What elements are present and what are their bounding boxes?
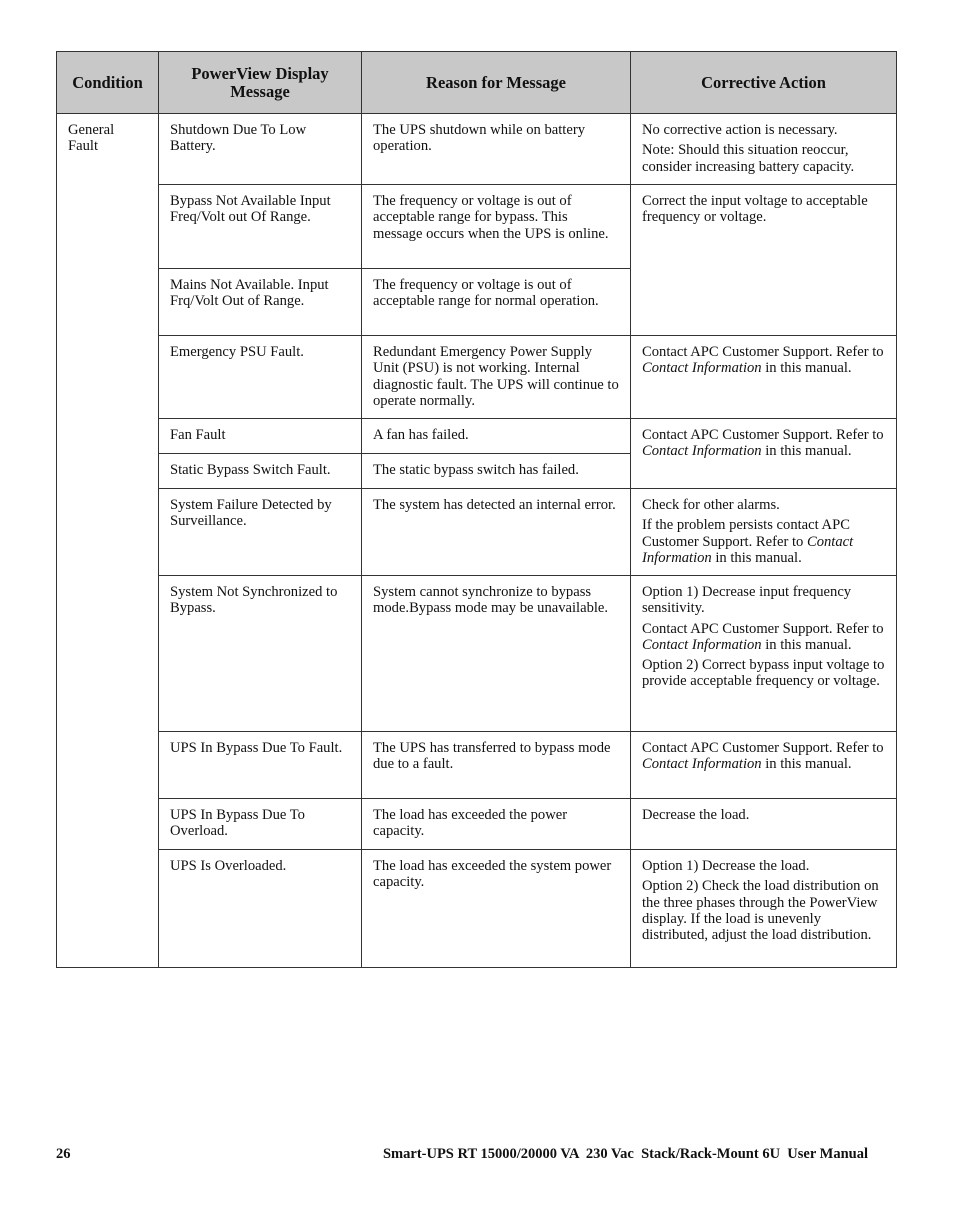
action-paragraph (642, 584, 885, 617)
header-condition: Condition (57, 52, 159, 114)
reason-cell: The static bypass switch has failed. (362, 454, 631, 489)
action-text: in this manual. (761, 756, 852, 773)
cross-reference-text: Contact Information (642, 636, 762, 653)
cross-reference-text: Contact Information (642, 360, 762, 377)
action-text: Option 1) Decrease the load. (642, 858, 810, 874)
reason-cell: The system has detected an internal error. (362, 489, 631, 576)
reason-cell: The UPS has transferred to bypass mode due to a fault. (362, 732, 631, 799)
header-powerview-display-message: PowerView Display Message (159, 52, 362, 114)
reason-cell: The frequency or voltage is out of acceptable range for normal operation. (362, 269, 631, 336)
table-row (57, 576, 897, 732)
action-text: Contact APC Customer Support. Refer to (642, 740, 884, 756)
action-text: If the problem persists contact APC Customer Support. Refer to (642, 517, 850, 550)
action-paragraph (642, 193, 885, 226)
reason-cell: The frequency or voltage is out of acceptable range for bypass. This message occurs when the UPS is online. (362, 185, 631, 269)
action-text: in this manual. (761, 636, 852, 653)
reason-cell: The load has exceeded the power capacity. (362, 799, 631, 850)
action-cell (631, 732, 897, 799)
action-cell (631, 850, 897, 968)
reason-cell: The load has exceeded the system power capacity. (362, 850, 631, 968)
page-number: 26 (56, 1146, 71, 1162)
message-cell: Fan Fault (159, 419, 362, 454)
action-cell (631, 185, 897, 336)
action-text: in this manual. (761, 360, 852, 377)
action-cell (631, 114, 897, 185)
action-text: in this manual. (711, 549, 802, 566)
action-text: in this manual. (761, 443, 852, 460)
table-row (57, 489, 897, 576)
header-reason-for-message: Reason for Message (362, 52, 631, 114)
action-text: Check for other alarms. (642, 497, 780, 513)
action-paragraph (642, 517, 885, 566)
message-cell: UPS In Bypass Due To Overload. (159, 799, 362, 850)
action-text: Option 2) Correct bypass input voltage to provide acceptable frequency or voltage. (642, 657, 885, 690)
message-cell: Mains Not Available. Input Frq/Volt Out of Range. (159, 269, 362, 336)
table-row (57, 185, 897, 269)
action-paragraph (642, 858, 885, 874)
action-text: Option 1) Decrease input frequency sensitivity. (642, 584, 852, 617)
table-row (57, 114, 897, 185)
action-text: Note: Should this situation reoccur, consider increasing battery capacity. (642, 142, 855, 175)
action-paragraph (642, 497, 885, 513)
message-cell: Bypass Not Available Input Freq/Volt out Of Range. (159, 185, 362, 269)
action-cell (631, 799, 897, 850)
action-text: Contact APC Customer Support. Refer to (642, 427, 884, 443)
message-cell: UPS Is Overloaded. (159, 850, 362, 968)
reason-cell: The UPS shutdown while on battery operation. (362, 114, 631, 185)
action-text: Decrease the load. (642, 807, 750, 823)
reason-cell: Redundant Emergency Power Supply Unit (PSU) is not working. Internal diagnostic fault. The UPS will continue to operate normally. (362, 336, 631, 419)
table-header-row (57, 52, 897, 114)
table-row (57, 799, 897, 850)
action-cell (631, 336, 897, 419)
action-paragraph (642, 878, 885, 943)
cross-reference-text: Contact Information (642, 756, 762, 773)
message-cell: Shutdown Due To Low Battery. (159, 114, 362, 185)
header-corrective-action: Corrective Action (631, 52, 897, 114)
action-paragraph (642, 807, 885, 823)
action-text: Option 2) Check the load distribution on the three phases through the PowerView display. If the load is unevenly distributed, adjust the load distribution. (642, 878, 879, 944)
cross-reference-text: Contact Information (642, 443, 762, 460)
action-paragraph (642, 427, 885, 460)
table-row (57, 850, 897, 968)
action-paragraph (642, 740, 885, 773)
message-cell: UPS In Bypass Due To Fault. (159, 732, 362, 799)
action-text: Contact APC Customer Support. Refer to (642, 344, 884, 360)
cross-reference-text: Contact Information (642, 533, 854, 566)
message-cell: System Not Synchronized to Bypass. (159, 576, 362, 732)
action-paragraph (642, 344, 885, 377)
action-cell (631, 419, 897, 489)
action-paragraph (642, 657, 885, 690)
table-row (57, 419, 897, 454)
action-paragraph (642, 142, 885, 175)
action-text: Correct the input voltage to acceptable frequency or voltage. (642, 193, 868, 226)
action-text: No corrective action is necessary. (642, 122, 838, 138)
action-cell (631, 489, 897, 576)
manual-title: Smart-UPS RT 15000/20000 VA 230 Vac Stack/Rack-Mount 6U User Manual (382, 1146, 868, 1162)
action-paragraph (642, 122, 885, 138)
troubleshooting-table (56, 51, 897, 968)
action-text: Contact APC Customer Support. Refer to (642, 620, 884, 637)
action-cell (631, 576, 897, 732)
condition-cell: General Fault (57, 114, 159, 968)
table-row (57, 336, 897, 419)
message-cell: Emergency PSU Fault. (159, 336, 362, 419)
reason-cell: System cannot synchronize to bypass mode.Bypass mode may be unavailable. (362, 576, 631, 732)
message-cell: Static Bypass Switch Fault. (159, 454, 362, 489)
action-paragraph (642, 621, 885, 654)
table-row (57, 732, 897, 799)
reason-cell: A fan has failed. (362, 419, 631, 454)
message-cell: System Failure Detected by Surveillance. (159, 489, 362, 576)
